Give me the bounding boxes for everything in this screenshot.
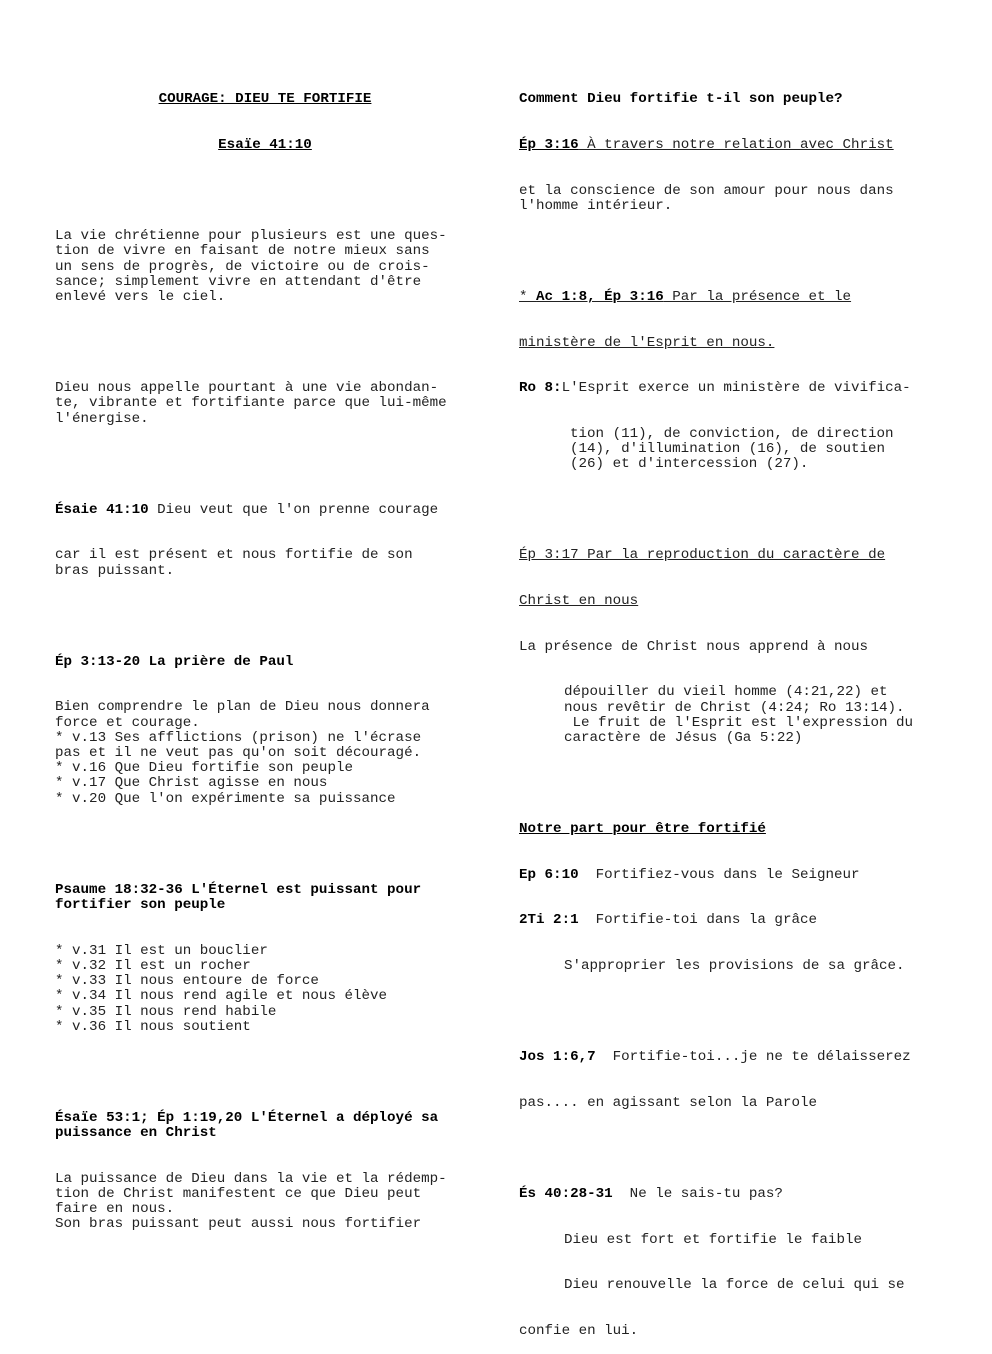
text-line: (26) et d'intercession (27).	[570, 456, 809, 473]
text-line: (14), d'illumination (16), de soutien	[570, 441, 886, 458]
text-line: tion (11), de conviction, de direction	[570, 425, 894, 442]
text-line: car il est présent et nous fortifie de son	[55, 547, 413, 564]
text-line: * v.16 Que Dieu fortifie son peuple	[55, 760, 353, 777]
text-line: * v.13 Ses afflictions (prison) ne l'écrase	[55, 729, 422, 746]
text-line: dépouiller du vieil homme (4:21,22) et	[564, 684, 888, 701]
psalm-list	[55, 944, 475, 1035]
text-line: caractère de Jésus (Ga 5:22)	[564, 729, 803, 746]
esaie53-paragraph	[55, 1172, 475, 1233]
text-line: * v.20 Que l'on expérimente sa puissance	[55, 790, 396, 807]
text-line: Son bras puissant peut aussi nous fortifier	[55, 1216, 422, 1233]
text-line: bras puissant.	[55, 562, 175, 579]
text-line: * v.34 Il nous rend agile et nous élève	[55, 988, 388, 1005]
part-heading: Notre part pour être fortifié	[519, 821, 766, 838]
title-reference: Esaïe 41:10	[218, 137, 312, 154]
esaie-paragraph: Ésaie 41:10 Dieu veut que l'on prenne courage	[55, 501, 439, 518]
right-column: Comment Dieu fortifie t-il son peuple? Ép 3:16 À travers notre relation avec Christ et la conscience de son amour pour nous dans l'homme intérieur. * Ac 1:8, Ép 3:16 Par la présence et le ministère de l'Esprit en nous. Ro 8:L'Esprit exerce un ministère de vivifica- tion (11), de conviction, de direction (14), d'illumination (16), de soutien (26) et d'intercession (27). Ép 3:17 Par la reproduction du caractère de Christ en nous La présence de Christ nous apprend à nous dépouiller du vieil homme (4:21,22) et nous revêtir de Christ (4:24; Ro 13:14). Le fruit de l'Esprit est l'expression du caractère de Jésus (Ga 5:22) Notre part pour être fortifié Ep 6:10 Fortifiez-vous dans le Seigneur 2Ti 2:1 Fortifie-toi dans la grâce S'approprier les provisions de sa grâce. Jos 1:6,7 Fortifie-toi...je ne te délaisserez pas.... en agissant selon la Parole És 40:28-31 Ne le sais-tu pas? Dieu est fort et fortifie le faible Dieu renouvelle la force de celui qui se confie en lui.	[519, 62, 959, 1354]
ephesians-heading: Ép 3:13-20 La prière de Paul	[55, 653, 294, 670]
text-line: * v.36 Il nous soutient	[55, 1018, 251, 1035]
text-line: l'homme intérieur.	[519, 197, 673, 214]
text-line: Bien comprendre le plan de Dieu nous donnera	[55, 699, 430, 716]
text-line: force et courage.	[55, 714, 200, 731]
text-line: faire en nous.	[55, 1201, 175, 1218]
text-line: * v.32 Il est un rocher	[55, 957, 251, 974]
text-line: Ésaïe 53:1; Ép 1:19,20 L'Éternel a déployé sa	[55, 1109, 439, 1126]
text-line: et la conscience de son amour pour nous dans	[519, 182, 894, 199]
question-heading: Comment Dieu fortifie t-il son peuple?	[519, 91, 843, 108]
esaie53-heading	[55, 1111, 475, 1141]
text-line: tion de vivre en faisant de notre mieux sans	[55, 243, 430, 260]
text-line: * v.33 Il nous entoure de force	[55, 973, 319, 990]
text-line: te, vibrante et fortifiante parce que lui-même	[55, 395, 447, 412]
text-line: l'énergise.	[55, 410, 149, 427]
text-line: Dieu nous appelle pourtant à une vie abondan-	[55, 380, 439, 397]
text-line: un sens de progrès, de victoire ou de crois-	[55, 258, 430, 275]
left-column	[55, 62, 475, 1248]
text-line: La puissance de Dieu dans la vie et la rédemp-	[55, 1170, 447, 1187]
text-line: * v.31 Il est un bouclier	[55, 942, 268, 959]
text-line: nous revêtir de Christ (4:24; Ro 13:14).	[564, 699, 905, 716]
title: COURAGE: DIEU TE FORTIFIE	[158, 91, 372, 108]
text-line: sance; simplement vivre en attendant d'être	[55, 273, 422, 290]
text-line: tion de Christ manifestent ce que Dieu peut	[55, 1185, 422, 1202]
text-line: fortifier son peuple	[55, 897, 226, 914]
psalm-heading	[55, 883, 475, 913]
text-line: enlevé vers le ciel.	[55, 289, 226, 306]
text-line: Psaume 18:32-36 L'Éternel est puissant pour	[55, 881, 422, 898]
text-line: puissance en Christ	[55, 1125, 217, 1142]
text-line: pas et il ne veut pas qu'on soit découragé.	[55, 745, 422, 762]
text-line: Le fruit de l'Esprit est l'expression du	[564, 714, 914, 731]
romans-line: Ro 8:L'Esprit exerce un ministère de vivifica-	[519, 380, 911, 397]
call-paragraph	[55, 381, 475, 427]
question-paragraph	[519, 184, 959, 214]
text-line: * v.35 Il nous rend habile	[55, 1003, 277, 1020]
text-line: La vie chrétienne pour plusieurs est une ques-	[55, 228, 447, 245]
ephesians-list	[55, 700, 475, 806]
intro-paragraph	[55, 229, 475, 305]
text-line: * v.17 Que Christ agisse en nous	[55, 775, 328, 792]
